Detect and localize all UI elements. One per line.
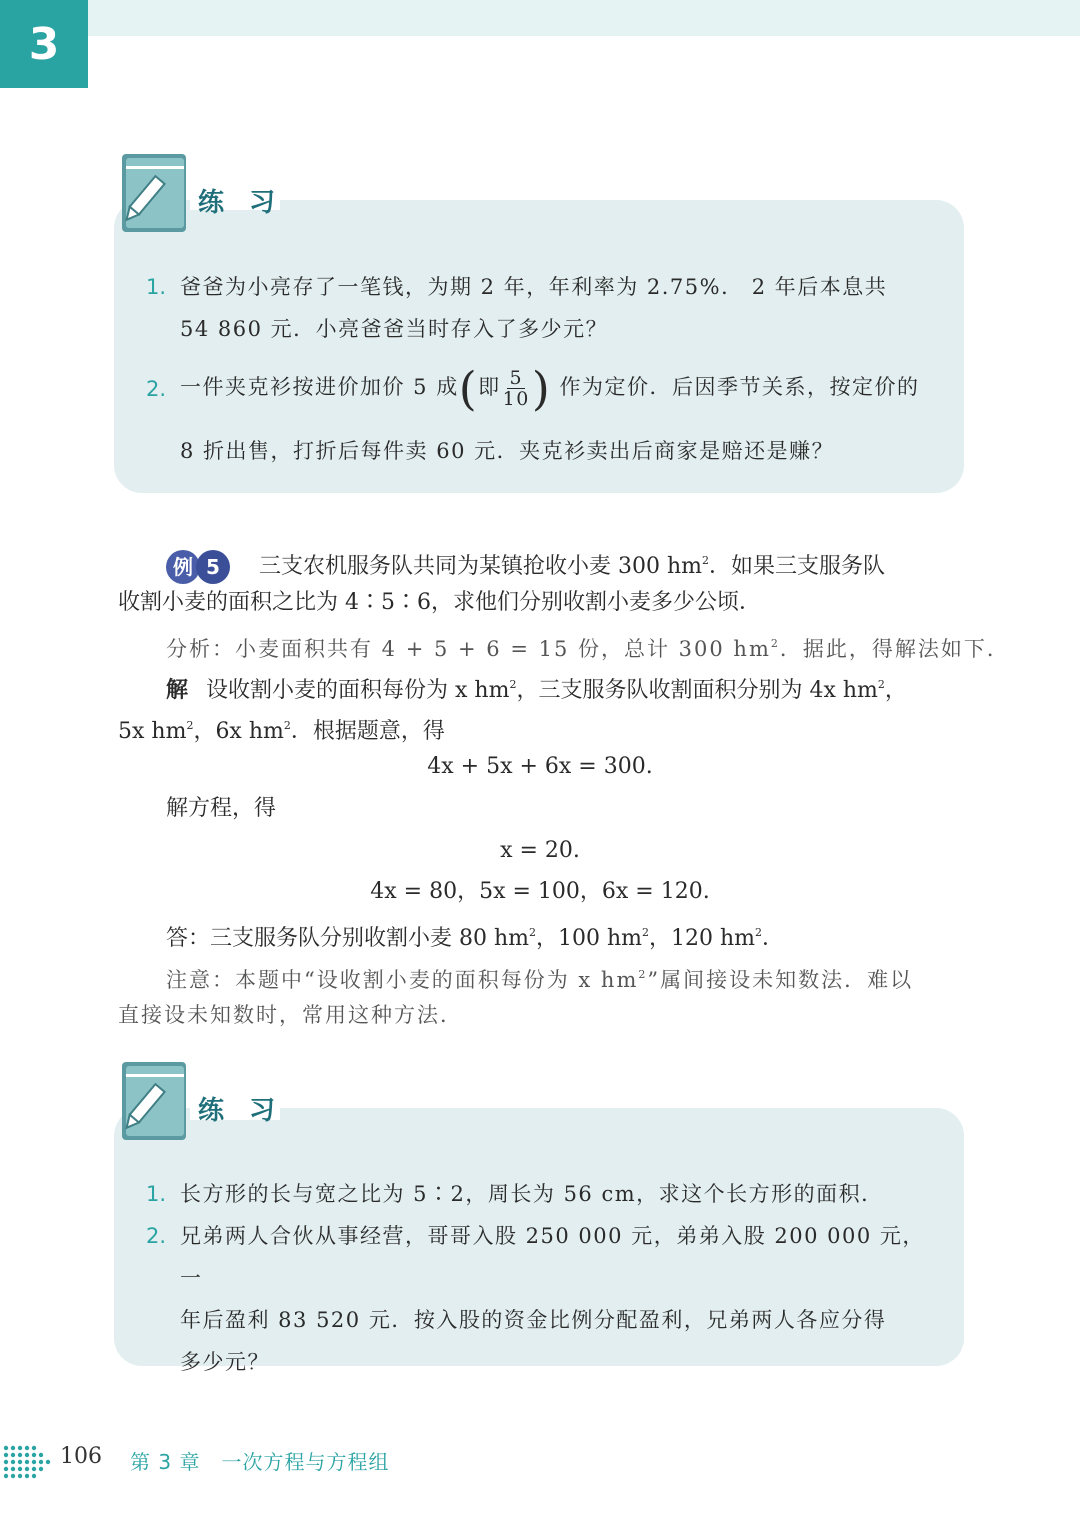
solution2-text-b: ，6x hm xyxy=(193,719,284,744)
chapter-tab: 3 xyxy=(0,0,88,88)
superscript: 2 xyxy=(770,637,780,650)
exercise1-item2 xyxy=(180,358,940,472)
superscript: 2 xyxy=(638,968,648,981)
answer-text-a: 答：三支服务队分别收割小麦 80 hm xyxy=(166,926,530,951)
fraction xyxy=(503,368,530,409)
solution2-text-a: 5x hm xyxy=(118,719,187,744)
exercise1-item2-number: 2. xyxy=(146,377,167,401)
exercise1-item1-line2: 54 860 元．小亮爸爸当时存入了多少元？ xyxy=(180,317,609,341)
exercise2-item2 xyxy=(180,1215,940,1383)
chapter-name: 第 3 章 一次方程与方程组 xyxy=(130,1450,390,1474)
solution-label: 解 xyxy=(166,678,189,703)
exercise-title-1: 练 习 xyxy=(198,188,284,218)
analysis-text-b: ．据此，得解法如下． xyxy=(779,637,1010,661)
exercise2-item2-line3: 多少元？ xyxy=(180,1350,270,1374)
pencil-notebook-icon xyxy=(120,152,190,234)
exercise1-item1-number: 1. xyxy=(146,275,167,299)
example-text-1: 三支农机服务队共同为某镇抢收小麦 300 hm xyxy=(259,554,703,579)
pencil-notebook-icon xyxy=(120,1060,190,1142)
left-paren: ( xyxy=(458,361,479,416)
exercise1-item1-line1: 爸爸为小亮存了一笔钱，为期 2 年，年利率为 2.75%． 2 年后本息共 xyxy=(180,275,888,299)
superscript: 2 xyxy=(755,926,763,939)
top-band xyxy=(88,0,1080,36)
example-line2: 收割小麦的面积之比为 4∶5∶6，求他们分别收割小麦多少公顷． xyxy=(118,590,761,615)
answer-text-c: ，120 hm xyxy=(649,926,756,951)
exercise1-item1 xyxy=(180,266,940,350)
example-line1 xyxy=(166,540,885,587)
footer-dots-icon xyxy=(2,1440,54,1480)
answer-text-d: ． xyxy=(762,926,785,951)
page-number: 106 xyxy=(60,1444,102,1469)
equation-1: 4x + 5x + 6x = 300. xyxy=(427,754,653,779)
exercise1-item2-frac-pre: 即 xyxy=(478,375,501,399)
note-line2: 直接设未知数时，常用这种方法． xyxy=(118,1003,463,1027)
example-text-1-end: ．如果三支服务队 xyxy=(709,554,886,579)
exercise2-item2-number: 2. xyxy=(146,1224,167,1248)
superscript: 2 xyxy=(186,719,194,732)
solution-line2 xyxy=(118,705,445,752)
exercise-title-2: 练 习 xyxy=(198,1096,284,1126)
note-text-a: 注意：本题中“设收割小麦的面积每份为 x hm xyxy=(166,968,639,992)
superscript: 2 xyxy=(642,926,650,939)
exercise1-item2-line2: 8 折出售，打折后每件卖 60 元．夹克衫卖出后商家是赔还是赚？ xyxy=(180,439,835,463)
superscript: 2 xyxy=(509,678,517,691)
exercise2-item2-line1: 兄弟两人合伙从事经营，哥哥入股 250 000 元，弟弟入股 200 000 元，一 xyxy=(180,1224,925,1290)
note-text-b: ”属间接设未知数法．难以 xyxy=(647,968,914,992)
example-number-badge: 5 xyxy=(196,550,230,584)
exercise1-item2-line1-post: 作为定价．后因季节关系，按定价的 xyxy=(559,375,920,399)
answer-line xyxy=(166,912,784,959)
exercise1-item2-line1-pre: 一件夹克衫按进价加价 5 成 xyxy=(180,375,459,399)
solution2-text-c: ．根据题意，得 xyxy=(290,719,445,744)
exercise2-item1-number: 1. xyxy=(146,1182,167,1206)
answer-text-b: ，100 hm xyxy=(536,926,643,951)
equation-3: 4x = 80，5x = 100，6x = 120. xyxy=(370,879,710,904)
note-line1 xyxy=(166,954,913,1001)
exercise2-item2-line2: 年后盈利 83 520 元．按入股的资金比例分配盈利，兄弟两人各应分得 xyxy=(180,1308,887,1332)
superscript: 2 xyxy=(529,926,537,939)
solution-text-c: ， xyxy=(884,678,907,703)
solution-line1 xyxy=(166,664,907,711)
analysis-text-a: 分析：小麦面积共有 4 + 5 + 6 = 15 份，总计 300 hm xyxy=(166,637,771,661)
superscript: 2 xyxy=(702,554,710,567)
exercise2-item1: 长方形的长与宽之比为 5∶2，周长为 56 cm，求这个长方形的面积． xyxy=(180,1182,884,1206)
fraction-numerator: 5 xyxy=(509,367,524,389)
right-paren: ) xyxy=(531,361,552,416)
equation-2: x = 20. xyxy=(500,838,580,863)
solution-text-b: ，三支服务队收割面积分别为 4x hm xyxy=(516,678,878,703)
solve-label: 解方程，得 xyxy=(166,796,277,821)
fraction-denominator: 10 xyxy=(502,388,530,410)
superscript: 2 xyxy=(283,719,291,732)
solution-text-a: 设收割小麦的面积每份为 x hm xyxy=(206,678,510,703)
analysis-line xyxy=(166,623,1010,670)
superscript: 2 xyxy=(877,678,885,691)
example-badge: 例 xyxy=(166,550,200,584)
